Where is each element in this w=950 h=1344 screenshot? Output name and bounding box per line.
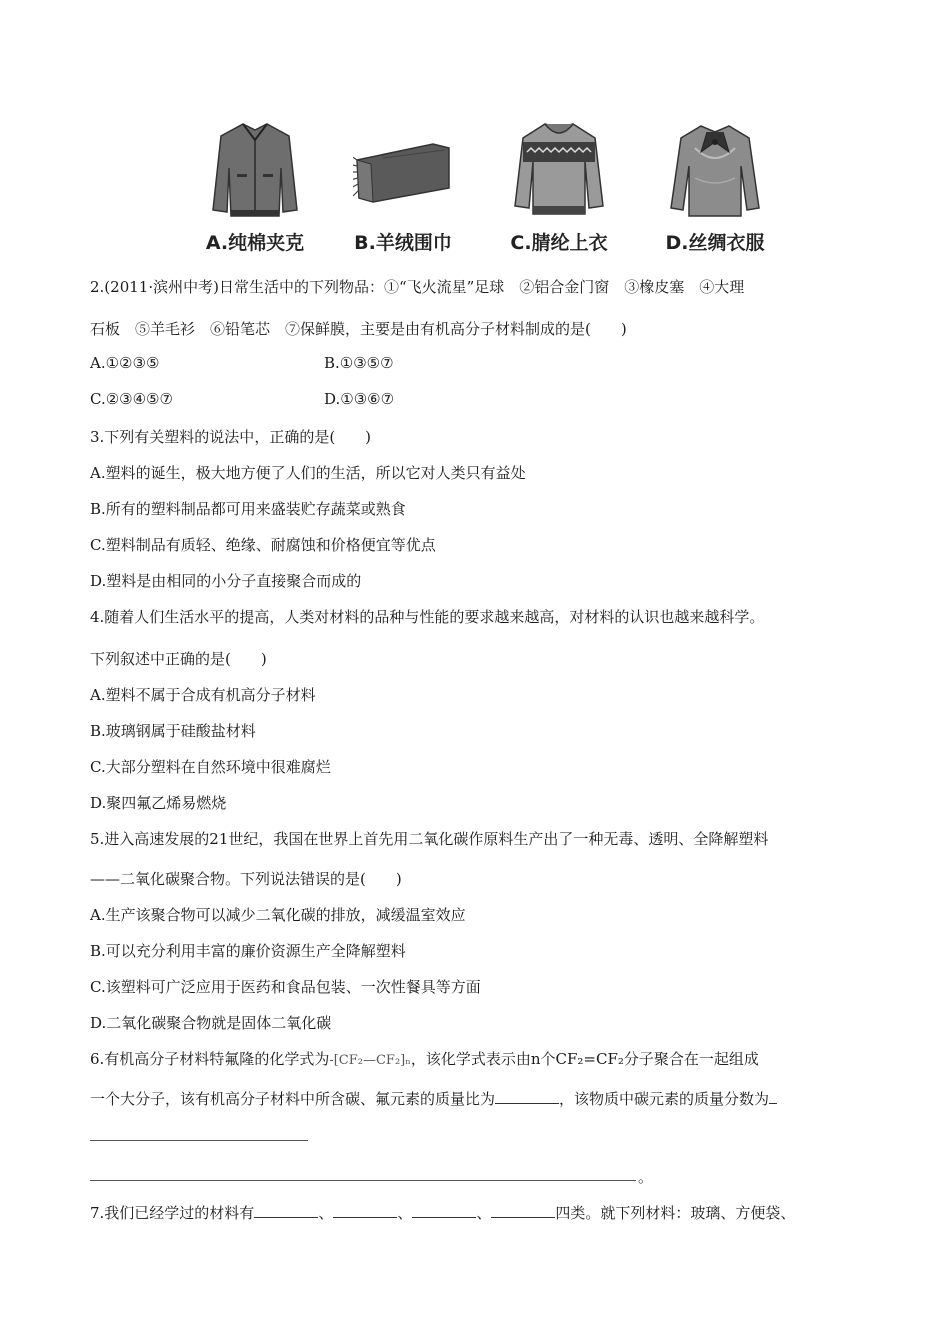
- answer-blank-material-1[interactable]: [254, 1205, 318, 1218]
- q4-option-b: B.玻璃钢属于硅酸盐材料: [90, 722, 256, 740]
- q5-stem-line1: 5.进入高速发展的21世纪，我国在世界上首先用二氧化碳作原料生产出了一种无毒、透明、全降解塑料: [90, 830, 769, 848]
- q6-text-line2a: 一个大分子，该有机高分子材料中所含碳、氟元素的质量比为: [90, 1090, 496, 1108]
- answer-blank-mass-ratio[interactable]: [495, 1091, 559, 1104]
- clothing-figure-row: [185, 118, 785, 258]
- q7-separator: 、: [397, 1204, 413, 1222]
- figure-caption: A.纯棉夹克: [205, 232, 305, 254]
- q6-period: 。: [638, 1168, 654, 1186]
- q2-option-d: D.①③⑥⑦: [324, 390, 395, 408]
- q2-stem-line1: 2.(2011·滨州中考)日常生活中的下列物品：①“飞火流星”足球 ②铝合金门窗 ③橡皮塞 ④大理: [90, 278, 745, 296]
- sweater-icon: [509, 118, 609, 222]
- q7-separator: 、: [476, 1204, 492, 1222]
- scarf-icon: [353, 118, 453, 222]
- figure-b: [333, 118, 473, 258]
- q4-option-a: A.塑料不属于合成有机高分子材料: [90, 686, 316, 704]
- answer-line-mass-fraction[interactable]: [90, 1140, 308, 1141]
- answer-blank-material-2[interactable]: [333, 1205, 397, 1218]
- q7-stem-line1: [90, 1202, 795, 1223]
- jacket-icon: [205, 118, 305, 222]
- q4-option-d: D.聚四氟乙烯易燃烧: [90, 794, 227, 812]
- q6-stem-line1: [90, 1048, 759, 1069]
- figure-caption: B.羊绒围巾: [354, 232, 452, 254]
- q3-option-d: D.塑料是由相同的小分子直接聚合而成的: [90, 572, 362, 590]
- q5-option-a: A.生产该聚合物可以减少二氧化碳的排放，减缓温室效应: [90, 906, 466, 924]
- q4-stem-line1: 4.随着人们生活水平的提高，人类对材料的品种与性能的要求越来越高，对材料的认识也越来越科学。: [90, 608, 765, 626]
- q3-option-c: C.塑料制品有质轻、绝缘、耐腐蚀和价格便宜等优点: [90, 536, 436, 554]
- answer-blank-material-3[interactable]: [412, 1205, 476, 1218]
- answer-line-continuation[interactable]: [90, 1180, 636, 1181]
- q5-stem-line2: ——二氧化碳聚合物。下列说法错误的是( ): [90, 870, 402, 888]
- q7-separator: 、: [318, 1204, 334, 1222]
- answer-blank-start: [769, 1091, 777, 1104]
- q6-text-part2: ，该化学式表示由n个CF₂=CF₂分子聚合在一起组成: [410, 1050, 759, 1068]
- q6-stem-line2: [90, 1088, 777, 1109]
- q2-option-a: A.①②③⑤: [90, 354, 160, 372]
- q5-option-b: B.可以充分利用丰富的廉价资源生产全降解塑料: [90, 942, 406, 960]
- figure-a: [185, 118, 325, 258]
- figure-c: [489, 118, 629, 258]
- q5-option-c: C.该塑料可广泛应用于医药和食品包装、一次性餐具等方面: [90, 978, 481, 996]
- figure-caption: D.丝绸衣服: [665, 232, 765, 254]
- answer-blank-material-4[interactable]: [491, 1205, 555, 1218]
- silk-blouse-icon: [665, 118, 765, 222]
- q3-option-a: A.塑料的诞生，极大地方便了人们的生活，所以它对人类只有益处: [90, 464, 526, 482]
- q6-text-line2b: ，该物质中碳元素的质量分数为: [559, 1090, 770, 1108]
- q7-text-part2: 四类。就下列材料：玻璃、方便袋、: [555, 1204, 796, 1222]
- q2-option-b: B.①③⑤⑦: [324, 354, 394, 372]
- q2-option-c: C.②③④⑤⑦: [90, 390, 173, 408]
- figure-caption: C.腈纶上衣: [510, 232, 608, 254]
- q6-text-part1: 6.有机高分子材料特氟隆的化学式为: [90, 1050, 330, 1068]
- q3-option-b: B.所有的塑料制品都可用来盛装贮存蔬菜或熟食: [90, 500, 406, 518]
- teflon-formula: -[CF₂—CF₂]ₙ: [329, 1052, 411, 1068]
- q4-stem-line2: 下列叙述中正确的是( ): [90, 650, 267, 668]
- q4-option-c: C.大部分塑料在自然环境中很难腐烂: [90, 758, 331, 776]
- q5-option-d: D.二氧化碳聚合物就是固体二氧化碳: [90, 1014, 332, 1032]
- q3-stem: 3.下列有关塑料的说法中，正确的是( ): [90, 428, 372, 446]
- q2-stem-line2: 石板 ⑤羊毛衫 ⑥铅笔芯 ⑦保鲜膜，主要是由有机高分子材料制成的是( ): [90, 320, 627, 338]
- q7-text-part1: 7.我们已经学过的材料有: [90, 1204, 255, 1222]
- figure-d: [645, 118, 785, 258]
